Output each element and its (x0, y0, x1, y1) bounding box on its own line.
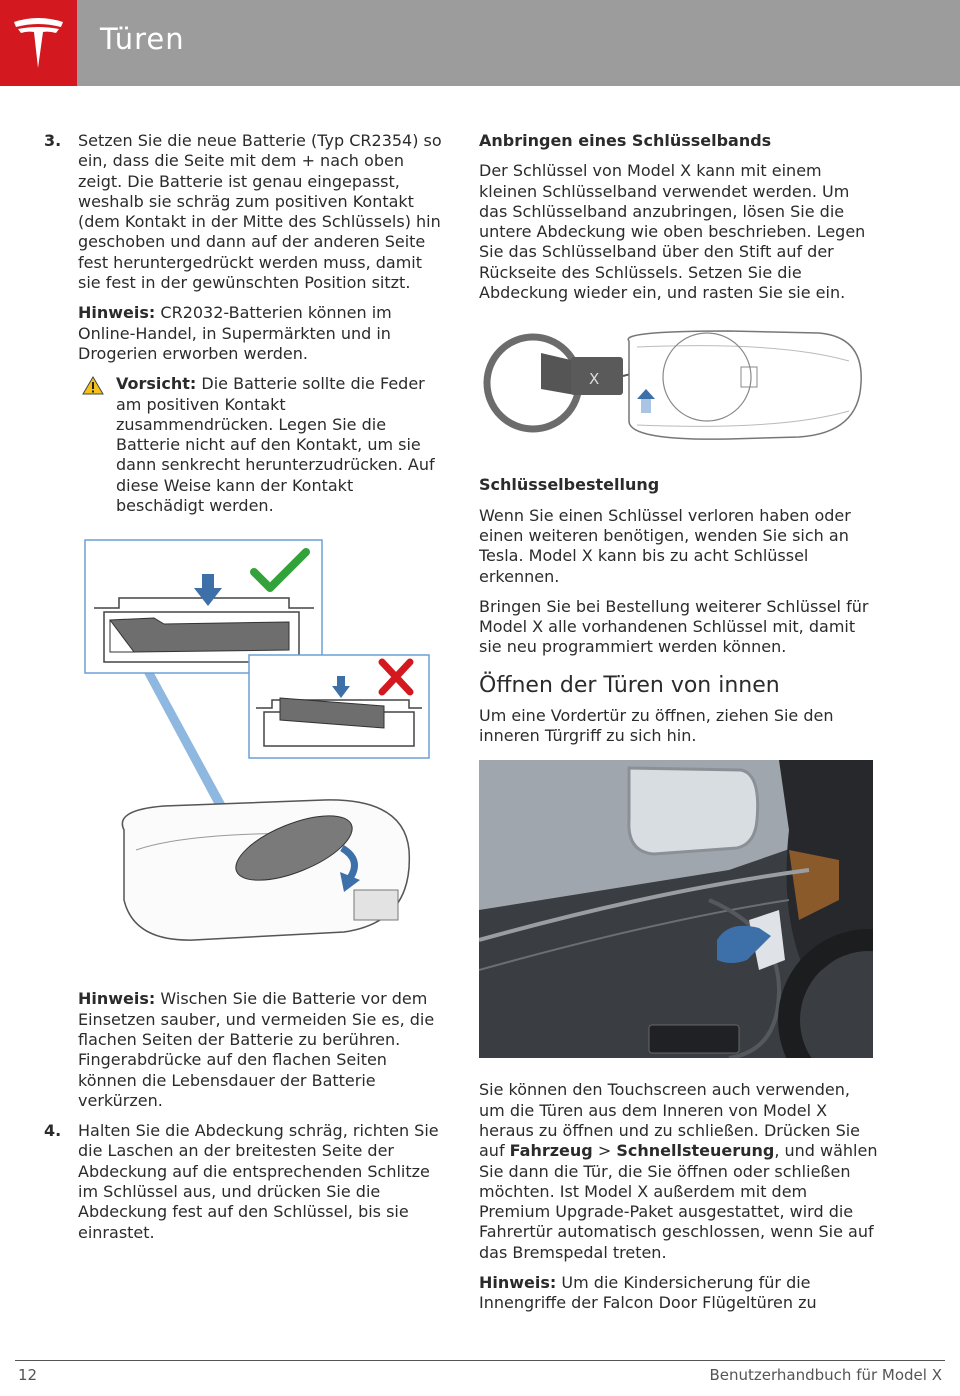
touchscreen-paragraph (479, 1080, 879, 1263)
note-text: Wischen Sie die Batterie vor dem Einsetzen sauber, und vermeiden Sie es, die flachen Seiten der Batterie zu berühren. Fingerabdrücke auf den flachen Seiten können die Lebensdauer der Batterie verkürzen. (78, 989, 435, 1110)
note-batteries (44, 303, 444, 364)
step-text: Halten Sie die Abdeckung schräg, richten Sie die Laschen an der breitesten Seite der Abdeckung auf die entsprechenden Schlitze im Schlüssel aus, und drücken Sie die Abdeckung fest auf den Schlüssel, bis sie einrastet. (78, 1121, 439, 1242)
menu-separator: > (592, 1141, 617, 1161)
note-text: Um die Kindersicherung für die Innengriffe der Falcon Door Flügeltüren zu (479, 1273, 817, 1313)
step-3 (44, 131, 444, 293)
note-child-lock (479, 1273, 879, 1314)
tesla-logo (0, 0, 77, 86)
note-fingerprints (44, 989, 444, 1111)
footer-title: Benutzerhandbuch für Model X (709, 1366, 942, 1384)
note-label: Hinweis: (78, 989, 156, 1009)
page-number: 12 (18, 1366, 38, 1384)
lanyard-figure (479, 321, 879, 451)
note-label: Hinweis: (479, 1273, 557, 1293)
open-doors-paragraph: Um eine Vordertür zu öffnen, ziehen Sie den inneren Türgriff zu sich hin. (479, 705, 834, 746)
step-number: 4. (44, 1121, 62, 1141)
svg-text:X: X (589, 370, 600, 389)
section-heading-order: Schlüsselbestellung (479, 475, 660, 495)
section-heading-open-doors: Öffnen der Türen von innen (479, 672, 780, 698)
note-text: CR2032-Batterien können im Online-Handel, in Supermärkten und in Drogerien erworben werden. (78, 303, 392, 363)
page-title: Türen (100, 22, 185, 56)
warning-triangle-icon (82, 376, 104, 395)
door-handle-photo (479, 760, 873, 1058)
menu-vehicle: Fahrzeug (509, 1141, 593, 1161)
caution-label: Vorsicht: (116, 374, 197, 394)
touch-text: Sie können den Touchscreen auch verwenden, um die Türen aus dem Inneren von Model X heraus zu öffnen und zu schließen. Drücken Sie auf (479, 1080, 861, 1161)
order-paragraph-2: Bringen Sie bei Bestellung weiterer Schlüssel für Model X alle vorhandenen Schlüssel mit, damit sie neu programmiert werden können. (479, 596, 869, 657)
caution-text: Die Batterie sollte die Feder am positiven Kontakt zusammendrücken. Legen Sie die Batterie nicht auf den Kontakt, um sie dann senkrecht herunterzudrücken. Auf diese Weise kann der Kontakt beschädigt werden. (116, 374, 435, 516)
order-paragraph-1: Wenn Sie einen Schlüssel verloren haben oder einen weiteren benötigen, wenden Sie sich an Tesla. Model X kann bis zu acht Schlüssel erkennen. (479, 505, 851, 586)
touch-text-cont: , und wählen Sie dann die Tür, die Sie öffnen oder schließen möchten. Ist Model X außerdem mit dem Premium Upgrade-Paket ausgestattet, wird die Fahrertür automatisch geschlossen, wenn Sie auf das Bremspedal treten. (479, 1141, 878, 1262)
section-heading-lanyard: Anbringen eines Schlüsselbands (479, 131, 772, 150)
step-text: Setzen Sie die neue Batterie (Typ CR2354) so ein, dass die Seite mit dem + nach oben zeigt. Die Batterie ist genau eingepasst, weshalb sie schräg zum positiven Kontakt (dem Kontakt in der Mitte des Schlüssels) hin geschoben und dann auf der anderen Seite fest heruntergedrückt werden muss, damit sie fest in der gewünschten Position sitzt. (78, 131, 442, 293)
footer-divider (15, 1360, 945, 1361)
battery-insertion-figure (44, 530, 444, 975)
step-4 (44, 1121, 444, 1243)
header-bar (0, 0, 960, 86)
right-column (479, 131, 879, 1324)
step-number: 3. (44, 131, 62, 150)
lanyard-paragraph: Der Schlüssel von Model X kann mit einem kleinen Schlüsselband verwendet werden. Um das Schlüsselband anzubringen, lösen Sie die untere Abdeckung wie oben beschrieben. Legen Sie das Schlüsselband über den Stift auf der Rückseite des Schlüssels. Setzen Sie die Abdeckung wieder ein, und rasten Sie sie ein. (479, 161, 866, 303)
tesla-logo-icon (12, 16, 65, 71)
caution-box (44, 374, 444, 516)
left-column (44, 131, 444, 1253)
menu-quick-controls: Schnellsteuerung (616, 1141, 775, 1161)
note-label: Hinweis: (78, 303, 156, 323)
